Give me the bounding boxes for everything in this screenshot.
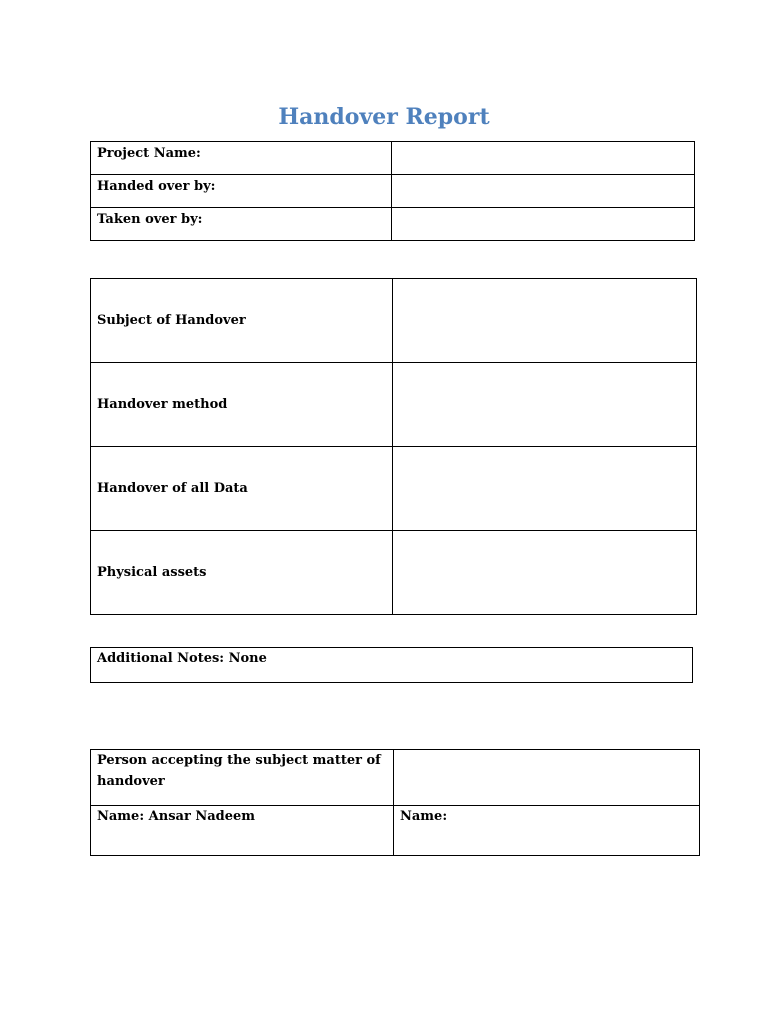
document-title: Handover Report: [278, 104, 490, 130]
subject-of-handover-field[interactable]: [393, 279, 697, 363]
physical-assets-label: Physical assets: [91, 531, 393, 615]
project-info-table: [90, 141, 695, 241]
table-row: [91, 531, 697, 615]
table-row: [91, 806, 700, 856]
additional-notes-table: [90, 647, 693, 683]
table-row: [91, 750, 700, 806]
handed-over-by-field[interactable]: [392, 175, 695, 208]
additional-notes[interactable]: Additional Notes: None: [91, 648, 693, 683]
name-left-field[interactable]: Name: Ansar Nadeem: [91, 806, 394, 856]
acceptance-table: [90, 749, 700, 856]
project-name-field[interactable]: [392, 142, 695, 175]
table-row: [91, 279, 697, 363]
handed-over-by-label: Handed over by:: [91, 175, 392, 208]
physical-assets-field[interactable]: [393, 531, 697, 615]
table-row: [91, 175, 695, 208]
name-right-field[interactable]: Name:: [394, 806, 700, 856]
taken-over-by-field[interactable]: [392, 208, 695, 241]
table-row: [91, 648, 693, 683]
table-row: [91, 142, 695, 175]
person-accepting-label: Person accepting the subject matter of handover: [91, 750, 394, 806]
project-name-label: Project Name:: [91, 142, 392, 175]
handover-details-table: [90, 278, 697, 615]
handover-method-label: Handover method: [91, 363, 393, 447]
table-row: [91, 447, 697, 531]
taken-over-by-label: Taken over by:: [91, 208, 392, 241]
handover-method-field[interactable]: [393, 363, 697, 447]
subject-of-handover-label: Subject of Handover: [91, 279, 393, 363]
person-accepting-field[interactable]: [394, 750, 700, 806]
handover-of-all-data-field[interactable]: [393, 447, 697, 531]
table-row: [91, 363, 697, 447]
handover-of-all-data-label: Handover of all Data: [91, 447, 393, 531]
table-row: [91, 208, 695, 241]
